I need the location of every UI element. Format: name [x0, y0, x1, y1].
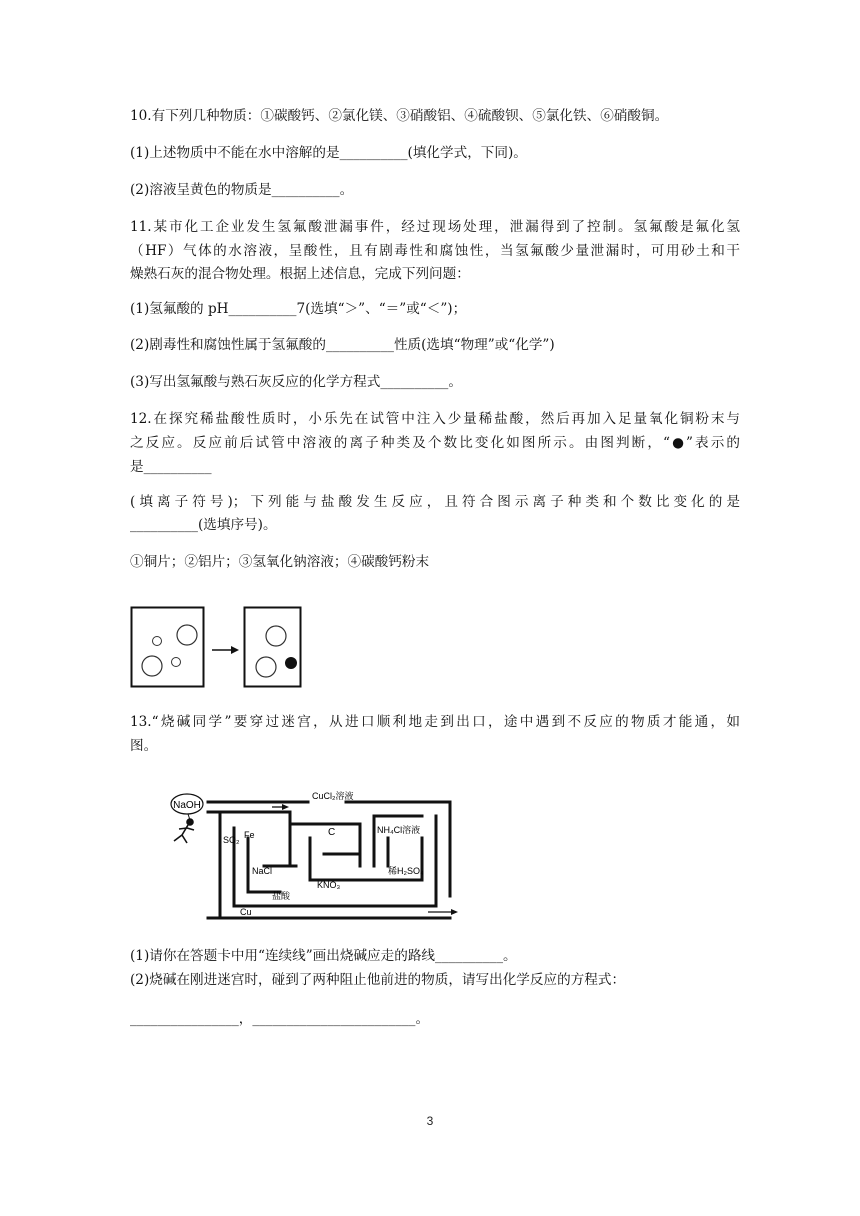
so2-label: SO₂: [223, 835, 240, 845]
cucl2-label: CuCl₂溶液: [312, 791, 354, 801]
q13-stem-line2: 图。: [130, 738, 158, 754]
q12-stem-line1: 12.在探究稀盐酸性质时，小乐先在试管中注入少量稀盐酸，然后再加入足量氧化铜粉末与: [130, 411, 740, 427]
hydrochloric-acid-label: 盐酸: [272, 891, 291, 901]
q11-part2: (2)剧毒性和腐蚀性属于氢氟酸的__________性质(选填“物理”或“化学”): [130, 337, 555, 353]
kno3-label: KNO₃: [317, 880, 341, 890]
q13-stem-line1: 13.“烧碱同学”要穿过迷宫，从进口顺利地走到出口，途中遇到不反应的物质才能通，如: [130, 714, 740, 730]
q13-part1: (1)请你在答题卡中用“连续线”画出烧碱应走的路线__________。: [130, 948, 517, 964]
q10-part1: (1)上述物质中不能在水中溶解的是__________(填化学式，下同)。: [130, 145, 527, 161]
q11-stem-line2: （HF）气体的水溶液，呈酸性，且有剧毒性和腐蚀性，当氢氟酸少量泄漏时，可用砂土和干: [130, 243, 740, 259]
q10-stem: 10.有下列几种物质：①碳酸钙、②氯化镁、③硝酸铝、④硫酸钡、⑤氯化铁、⑥硝酸铜。: [130, 108, 669, 124]
q13-part2: (2)烧碱在刚进迷宫时，碰到了两种阻止他前进的物质，请写出化学反应的方程式：: [130, 972, 626, 988]
exit-arrow-head-icon: [451, 909, 458, 915]
q10-part2: (2)溶液呈黄色的物质是__________。: [130, 182, 354, 198]
q11-part1: (1)氢氟酸的 pH__________7(选填“＞”、“＝”或“＜”)；: [130, 301, 467, 317]
q13-answer-blanks: ________________，________________________。: [130, 1011, 430, 1027]
maze-diagram: [160, 788, 465, 923]
q11-stem-line1: 11.某市化工企业发生氢氟酸泄漏事件，经过现场处理，泄漏得到了控制。氢氟酸是氟化氢: [130, 219, 740, 235]
q12-stem-line2: 之反应。反应前后试管中溶液的离子种类及个数比变化如图所示。由图判断，“●”表示的: [130, 435, 740, 451]
q11-part3: (3)写出氢氟酸与熟石灰反应的化学方程式__________。: [130, 374, 462, 390]
q12-part1-line1: (填离子符号)；下列能与盐酸发生反应，且符合图示离子种类和个数比变化的是: [130, 494, 740, 510]
q12-part1-line2: __________(选填序号)。: [130, 517, 277, 533]
nacl-label: NaCl: [252, 866, 273, 876]
fe-label: Fe: [244, 830, 255, 840]
h2so4-label: 稀H₂SO₄: [388, 866, 424, 876]
filled-ion-dot: [285, 657, 297, 669]
runner-stick-figure-icon: [174, 819, 194, 843]
arrow-head-icon: [231, 646, 239, 654]
page-number: 3: [426, 1114, 434, 1128]
carbon-label: C: [328, 827, 336, 838]
q11-stem-line3: 燥熟石灰的混合物处理。根据上述信息，完成下列问题：: [130, 266, 470, 282]
nh4cl-label: NH₄Cl溶液: [377, 825, 421, 835]
before-beaker-box: [132, 608, 204, 687]
ion-change-diagram: [130, 606, 310, 690]
entrance-arrow-head-icon: [282, 804, 289, 810]
naoh-label: NaOH: [173, 800, 201, 811]
cu-label: Cu: [240, 907, 252, 917]
q12-stem-line3: 是__________: [130, 459, 212, 475]
q12-options: ①铜片；②铝片；③氢氧化钠溶液；④碳酸钙粉末: [130, 554, 430, 570]
